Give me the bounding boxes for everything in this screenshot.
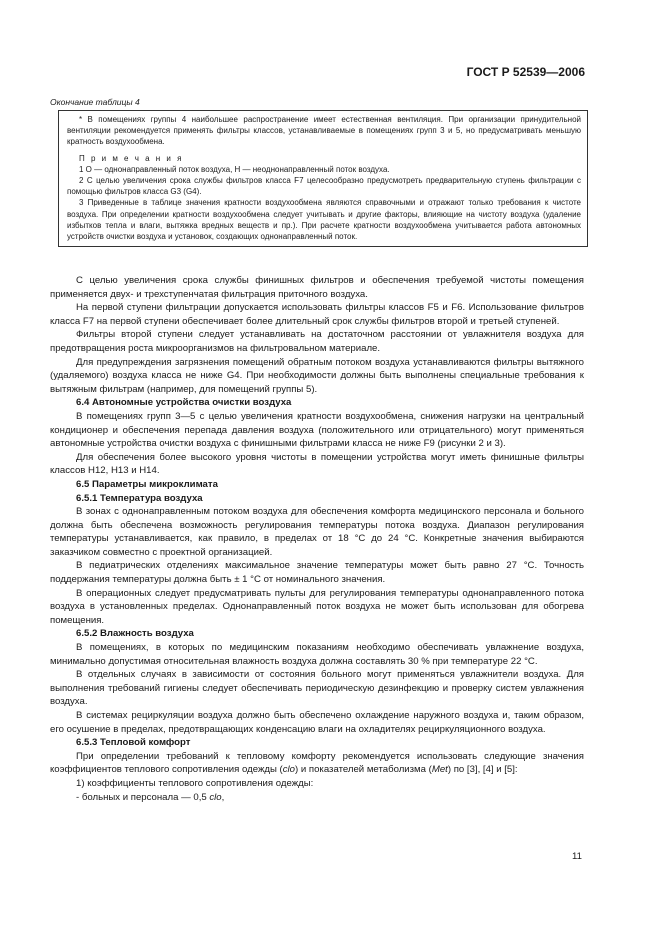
notes-title: П р и м е ч а н и я xyxy=(79,153,184,163)
text-run: - больных и персонала — 0,5 xyxy=(76,791,210,803)
text-run: При определении требований к тепловому комфорту рекомендуется использовать следующие значения коэффициентов теплового сопротивления одежды ( xyxy=(50,750,584,776)
paragraph: В зонах с однонаправленным потоком воздуха для обеспечения комфорта медицинского персонала и больного должна быть обеспечена возможность регулирования температуры потока воздуха. Диапазон регулирования температуры устанавливается, как правило, в пределах от 18 °С до 24 °С. Конкретные значения выбираются заказчиком совместно с проектной организацией. xyxy=(50,506,584,558)
paragraph: В операционных следует предусматривать пульты для регулирования температуры однонаправленного потока воздуха в установленных пределах. Однонаправленный поток воздуха не может быть использован для обогрева помещения. xyxy=(50,587,584,626)
paragraph: На первой ступени фильтрации допускается использовать фильтры классов F5 и F6. Использование фильтров класса F7 на первой ступени обеспечивает более длительный срок службы фильтров второй и третьей ступеней. xyxy=(50,302,584,327)
note-item: 3 Приведенные в таблице значения кратности воздухообмена являются справочными и отражают только требования к чистоте воздуха. При определении кратности воздухообмена следует учитывать и другие факторы, влияющие на чистоту воздуха (удаление избытков тепла и влаги, вытяжка вредных веществ и пр.). При расчете кратности воздухообмена учитывается работа автономных устройств очистки воздуха и установок, создающих однонаправленный поток. xyxy=(67,198,581,242)
paragraph: В помещениях, в которых по медицинским показаниям необходимо обеспечивать увлажнение воздуха, минимально допустимая относительная влажность воздуха должна составлять 30 % при температуре 22 °С. xyxy=(50,642,584,667)
section-heading-6-5-3: 6.5.3 Тепловой комфорт xyxy=(76,737,191,749)
section-heading-6-5: 6.5 Параметры микроклимата xyxy=(76,478,218,490)
paragraph: Для предупреждения загрязнения помещений обратным потоком воздуха устанавливаются фильтры вытяжного (удаляемого) воздуха класса не ниже G4. При необходимости должны быть выполнены специальные требования к вытяжным фильтрам (например, для помещений группы 5). xyxy=(50,356,584,395)
paragraph xyxy=(50,750,584,777)
note-item: 1 О — однонаправленный поток воздуха, Н — неоднонаправленный поток воздуха. xyxy=(79,164,390,174)
standard-designation: ГОСТ Р 52539—2006 xyxy=(466,65,585,79)
section-heading-6-5-1: 6.5.1 Температура воздуха xyxy=(76,492,203,504)
page-number: 11 xyxy=(572,851,582,862)
paragraph: В системах рециркуляции воздуха должно быть обеспечено охлаждение наружного воздуха и, таким образом, его осушение в пределах, предотвращающих конденсацию влаги на охладителях рециркуляционного воздуха. xyxy=(50,710,584,735)
section-heading-6-4: 6.4 Автономные устройства очистки воздуха xyxy=(76,397,292,409)
paragraph: В педиатрических отделениях максимальное значение температуры может быть равно 27 °С. Точность поддержания температуры должна быть ± 1 °С от номинального значения. xyxy=(50,560,584,586)
list-item: 1) коэффициенты теплового сопротивления одежды: xyxy=(76,777,314,789)
text-run: ) и показателей метаболизма ( xyxy=(295,764,432,776)
text-run: , xyxy=(221,791,225,803)
list-subitem xyxy=(50,791,584,805)
paragraph: В помещениях групп 3—5 с целью увеличения кратности воздухообмена, снижения нагрузки на центральный кондиционер и обеспечения перепада давления воздуха (положительного или отрицательного) могут применяться автономные устройства очистки воздуха с финишными фильтрами класса не ниже F9 (рисунки 2 и 3). xyxy=(50,410,584,450)
note-item: 2 С целью увеличения срока службы фильтров класса F7 целесообразно предусмотреть предварительную ступень фильтрации с помощью фильтров класса G3 (G4). xyxy=(67,176,581,197)
met-symbol: Met xyxy=(431,764,448,776)
table-continuation-caption: Окончание таблицы 4 xyxy=(50,97,140,107)
section-heading-6-5-2: 6.5.2 Влажность воздуха xyxy=(76,628,194,640)
paragraph: Для обеспечения более высокого уровня чистоты в помещении устройства могут иметь финишные фильтры классов Н12, Н13 и Н14. xyxy=(50,451,584,477)
paragraph: С целью увеличения срока службы финишных фильтров и обеспечения требуемой чистоты помещения применяется двух- и трехступенчатая фильтрация приточного воздуха. xyxy=(50,275,584,300)
main-text xyxy=(50,274,584,804)
clo-symbol: clo xyxy=(209,791,222,803)
text-run: ) по [3], [4] и [5]: xyxy=(447,764,518,776)
table-footnote: * В помещениях группы 4 наибольшее распространение имеет естественная вентиляция. При организации принудительной вентиляции рекомендуется применять фильтры классов, устанавливаемые в помещениях групп 3 и 5, но предусматривать меньшую кратность воздухообмена. xyxy=(67,115,581,147)
table-notes-box xyxy=(58,110,588,247)
paragraph: Фильтры второй ступени следует устанавливать на достаточном расстоянии от увлажнителя воздуха для предотвращения роста микроорганизмов на фильтровальном материале. xyxy=(50,329,584,354)
paragraph: В отдельных случаях в зависимости от состояния больного могут применяться увлажнители воздуха. Для выполнения требований гигиены следует обеспечивать периодическую дезинфекцию и проверку систем увлажнения воздуха. xyxy=(50,669,584,708)
clo-symbol: clo xyxy=(282,764,295,776)
